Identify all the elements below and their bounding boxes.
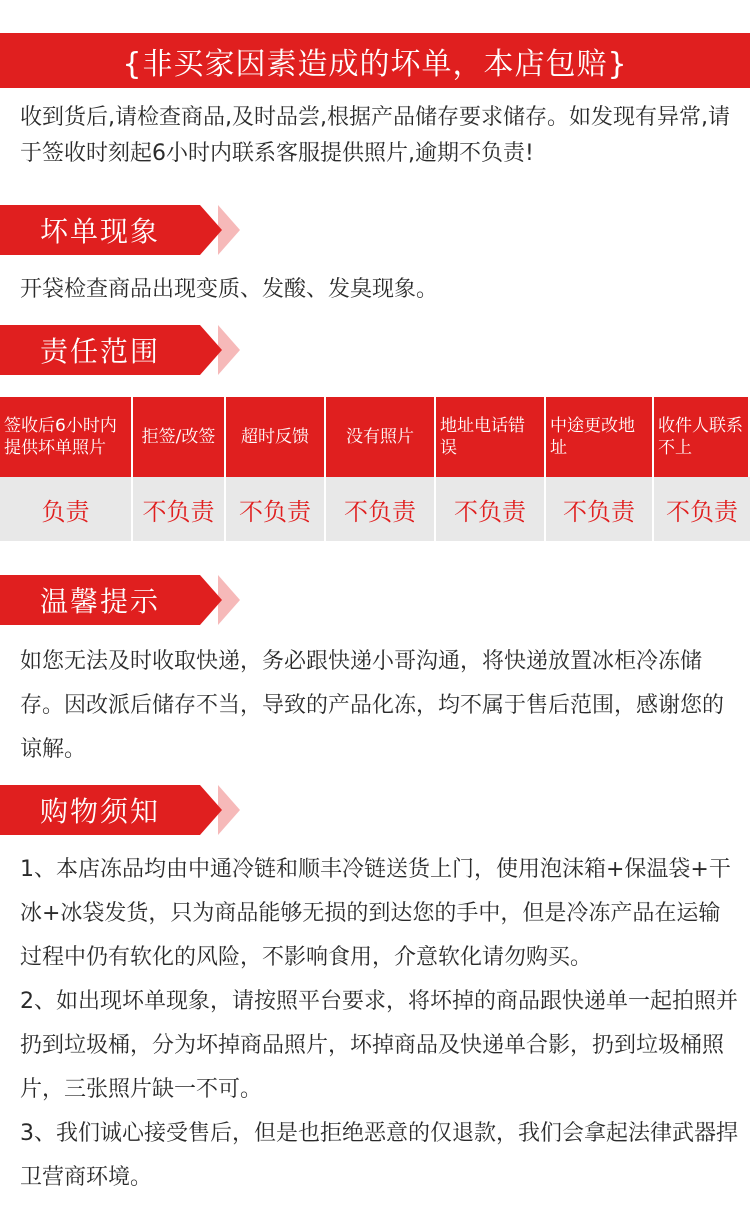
tips-text: 如您无法及时收取快递，务必跟快递小哥沟通，将快递放置冰柜冷冻储存。因改派后储存不当，导致的产品化冻，均不属于售后范围，感谢您的谅解。 [20, 649, 725, 762]
notice-item: 1、本店冻品均由中通冷链和顺丰冷链送货上门，使用泡沫箱+保温袋+干冰+冰袋发货，只为商品能够无损的到达您的手中，但是冷冻产品在运输过程中仍有软化的风险，不影响食用，介意软化请勿购买。 [20, 857, 731, 970]
section-notice [0, 785, 240, 835]
table-header: 收件人联系不上 [654, 397, 750, 477]
table-header: 中途更改地址 [546, 397, 654, 477]
section-title: 温馨提示 [0, 575, 200, 625]
table-header: 没有照片 [326, 397, 436, 477]
table-cell: 不负责 [326, 477, 436, 541]
section-tips [0, 575, 240, 625]
section-title: 责任范围 [0, 325, 200, 375]
section-responsibility [0, 325, 240, 375]
guarantee-banner: {非买家因素造成的坏单，本店包赔} [0, 33, 750, 88]
section-title: 购物须知 [0, 785, 200, 835]
table-header: 超时反馈 [226, 397, 326, 477]
table-cell: 不负责 [654, 477, 750, 541]
table-header: 地址电话错误 [436, 397, 546, 477]
table-cell: 不负责 [546, 477, 654, 541]
table-cell: 不负责 [133, 477, 226, 541]
responsibility-table [0, 397, 750, 541]
table-cell: 负责 [0, 477, 133, 541]
section-bad-orders [0, 205, 240, 255]
section-title: 坏单现象 [0, 205, 200, 255]
table-header: 拒签/改签 [133, 397, 226, 477]
intro-text: 收到货后,请检查商品,及时品尝,根据产品储存要求储存。如发现有异常,请于签收时刻起6小时内联系客服提供照片,逾期不负责! [20, 105, 730, 166]
notice-item: 3、我们诚心接受售后，但是也拒绝恶意的仅退款，我们会拿起法律武器捍卫营商环境。 [20, 1121, 738, 1190]
notice-item: 2、如出现坏单现象，请按照平台要求，将坏掉的商品跟快递单一起拍照并扔到垃圾桶，分为坏掉商品照片，坏掉商品及快递单合影，扔到垃圾桶照片，三张照片缺一不可。 [20, 989, 738, 1102]
table-cell: 不负责 [226, 477, 326, 541]
notice-list [20, 848, 740, 1200]
table-header: 签收后6小时内提供坏单照片 [0, 397, 133, 477]
bad-orders-text: 开袋检查商品出现变质、发酸、发臭现象。 [20, 277, 439, 302]
table-cell: 不负责 [436, 477, 546, 541]
